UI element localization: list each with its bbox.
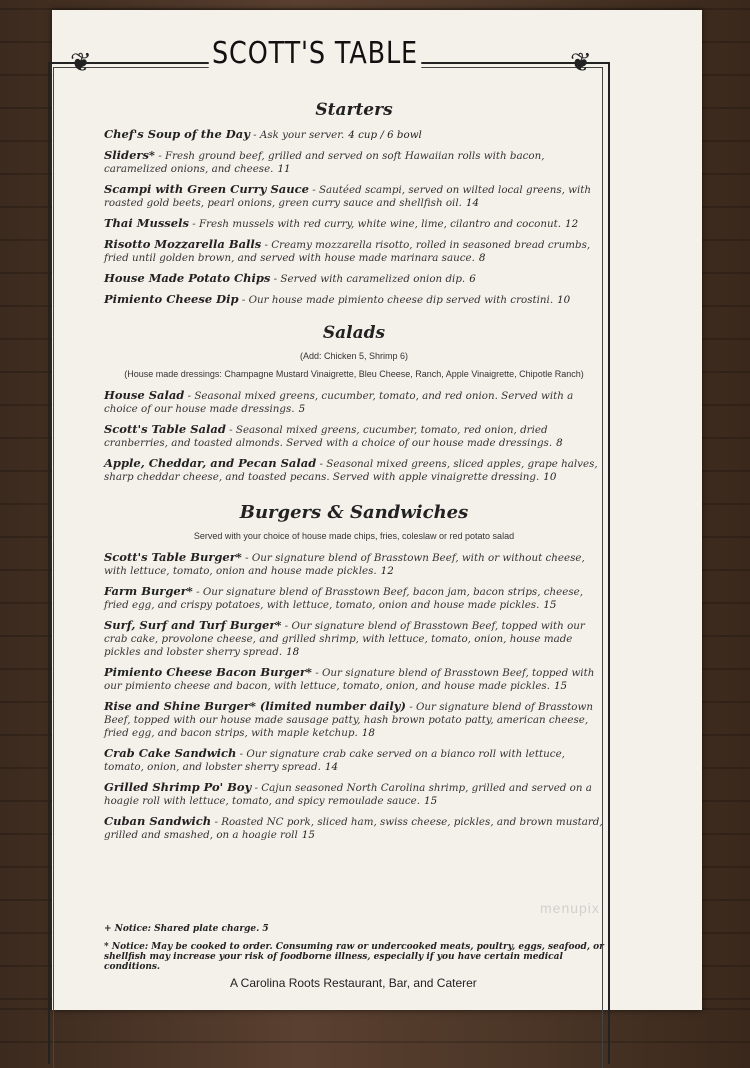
menu-item-description: Our signature crab cake served on a bianco roll with lettuce, tomato, onion, and lobster sherry spread. [104, 748, 565, 773]
menu-item-description: Our signature blend of Brasstown Beef, topped with our house made sausage patty, hash brown potato patty, american cheese, fried egg, and bacon strips, with maple ketchup. [104, 701, 593, 739]
menu-item-name: Crab Cake Sandwich [104, 746, 237, 760]
menu-item-price: 14 [465, 197, 480, 209]
menu-item-price: 8 [556, 437, 563, 449]
menu-item: Scott's Table Burger* - Our signature blend of Brasstown Beef, with or without cheese, with lettuce, tomato, onion and house made pickles. 12 [104, 550, 585, 577]
menu-item: Crab Cake Sandwich - Our signature crab cake served on a bianco roll with lettuce, tomato, onion, and lobster sherry spread. 14 [104, 746, 565, 773]
menu-item: Farm Burger* - Our signature blend of Brasstown Beef, bacon jam, bacon strips, cheese, fried egg, and crispy potatoes, with lettuce, tomato, onion and house made pickles. 15 [104, 584, 583, 611]
footer-notices [104, 922, 604, 974]
watermark: menupix [540, 900, 600, 916]
menu-item-price: 15 [543, 599, 557, 611]
menu-item-price: 5 [298, 403, 306, 415]
menu-item-description: Our signature blend of Brasstown Beef, topped with our crab cake, provolone cheese, and grilled shrimp, with lettuce, tomato, onion, house made pickles and lobster sherry spread. [104, 620, 585, 658]
menu-item: Grilled Shrimp Po' Boy - Cajun seasoned North Carolina shrimp, grilled and served on a hoagie roll with lettuce, tomato, and spicy remoulade sauce. 15 [104, 780, 592, 807]
section-title-burgers: Burgers & Sandwiches [239, 502, 469, 523]
menu-item-price: 15 [553, 680, 568, 692]
menu-item-name: Scott's Table Salad [104, 422, 226, 436]
menu-item: Pimiento Cheese Dip - Our house made pimiento cheese dip served with crostini. 10 [104, 292, 571, 306]
menu-item-description: Ask your server. [259, 129, 345, 141]
menu-item-name: Rise and Shine Burger* (limited number daily) [104, 699, 406, 713]
menu-item-description: Seasonal mixed greens, cucumber, tomato, and red onion. Served with a choice of our house made dressings. [104, 390, 574, 415]
menu-item-name: Sliders* [104, 148, 155, 162]
restaurant-tagline: A Carolina Roots Restaurant, Bar, and Caterer [230, 976, 477, 990]
menu-item-price: 8 [478, 252, 486, 264]
menu-item-description: Sautéed scampi, served on wilted local greens, with roasted gold beets, pearl onions, green curry sauce and shellfish oil. [104, 184, 592, 209]
menu-content [104, 98, 604, 849]
salad-dressings-note: (House made dressings: Champagne Mustard Vinaigrette, Bleu Cheese, Ranch, Apple Vinaigrette, Chipotle Ranch) [124, 369, 584, 379]
notice-raw-food: * Notice: May be cooked to order. Consuming raw or undercooked meats, poultry, eggs, seafood, or shellfish may increase your risk of foodborne illness, especially if you have certain medical conditions. [104, 942, 604, 972]
menu-item-price: 14 [324, 761, 339, 773]
menu-item: Scott's Table Salad - Seasonal mixed greens, cucumber, tomato, red onion, dried cranberries, and toasted almonds. Served with a choice of our house made dressings. 8 [104, 422, 563, 449]
menu-item: Pimiento Cheese Bacon Burger* - Our signature blend of Brasstown Beef, topped with our pimiento cheese and bacon, with lettuce, tomato, onion, and house made pickles. 15 [104, 665, 595, 692]
menu-item-price: 10 [543, 471, 557, 483]
menu-item-price: 18 [361, 727, 375, 739]
menu-item-name: Thai Mussels [104, 216, 189, 230]
menu-item: House Salad - Seasonal mixed greens, cucumber, tomato, and red onion. Served with a choice of our house made dressings. 5 [104, 388, 574, 415]
flourish-right-icon: ❦ [570, 48, 592, 78]
menu-item-price: 15 [424, 795, 438, 807]
burgers-list [104, 551, 604, 842]
menu-item-name: Grilled Shrimp Po' Boy [104, 780, 252, 794]
menu-item-price: 18 [286, 646, 300, 658]
menu-item-name: Pimiento Cheese Dip [104, 292, 239, 306]
menu-item-description: Fresh mussels with red curry, white wine, lime, cilantro and coconut. [198, 218, 562, 230]
menu-item: Chef's Soup of the Day - Ask your server. 4 cup / 6 bowl [104, 127, 422, 141]
menu-item-name: House Salad [104, 388, 185, 402]
menu-item-description: Seasonal mixed greens, cucumber, tomato, red onion, dried cranberries, and toasted almonds. Served with a choice of our house made dressings. [104, 424, 553, 449]
menu-item-name: Cuban Sandwich [104, 814, 212, 828]
menu-item-description: Fresh ground beef, grilled and served on soft Hawaiian rolls with bacon, caramelized onions, and cheese. [104, 150, 545, 175]
menu-item-price: 12 [380, 565, 394, 577]
menu-item: Cuban Sandwich - Roasted NC pork, sliced ham, swiss cheese, pickles, and brown mustard, grilled and smashed, on a hoagie roll 15 [104, 814, 603, 841]
section-title-salads: Salads [322, 323, 386, 343]
burgers-side-note: Served with your choice of house made chips, fries, coleslaw or red potato salad [193, 531, 515, 541]
menu-item-price: 4 cup / 6 bowl [348, 129, 422, 141]
menu-item: Risotto Mozzarella Balls - Creamy mozzarella risotto, rolled in seasoned bread crumbs, fried until golden brown, and served with house made marinara sauce. 8 [104, 237, 591, 264]
starters-list [104, 128, 604, 307]
menu-item-description: Our signature blend of Brasstown Beef, bacon jam, bacon strips, cheese, fried egg, and crispy potatoes, with lettuce, tomato, onion and house made pickles. [104, 586, 583, 611]
menu-item-name: Apple, Cheddar, and Pecan Salad [104, 456, 317, 470]
menu-item-name: Chef's Soup of the Day [104, 127, 250, 141]
salads-list [104, 389, 604, 484]
menu-item-name: Pimiento Cheese Bacon Burger* [104, 665, 312, 679]
menu-item-name: House Made Potato Chips [104, 271, 271, 285]
menu-item: Surf, Surf and Turf Burger* - Our signature blend of Brasstown Beef, topped with our crab cake, provolone cheese, and grilled shrimp, with lettuce, tomato, onion, house made pickles and lobster sherry spread. 18 [104, 618, 585, 658]
menu-item-price: 11 [277, 163, 291, 175]
menu-item-description: Our signature blend of Brasstown Beef, with or without cheese, with lettuce, tomato, onion and house made pickles. [104, 552, 585, 577]
menu-item-description: Roasted NC pork, sliced ham, swiss cheese, pickles, and brown mustard, grilled and smashed, on a hoagie roll [104, 816, 603, 841]
menu-item: Scampi with Green Curry Sauce - Sautéed scampi, served on wilted local greens, with roasted gold beets, pearl onions, green curry sauce and shellfish oil. 14 [104, 182, 592, 209]
section-title-starters: Starters [315, 100, 393, 120]
notice-shared-plate: + Notice: Shared plate charge. 5 [104, 924, 269, 934]
menu-item-description: Our house made pimiento cheese dip served with crostini. [248, 294, 554, 306]
menu-item-name: Scampi with Green Curry Sauce [104, 182, 309, 196]
menu-item-name: Farm Burger* [104, 584, 193, 598]
menu-item: Rise and Shine Burger* (limited number daily) - Our signature blend of Brasstown Beef, topped with our house made sausage patty, hash brown potato patty, american cheese, fried egg, and bacon strips, with maple ketchup. 18 [104, 699, 593, 739]
menu-item: Thai Mussels - Fresh mussels with red curry, white wine, lime, cilantro and coconut. 12 [104, 216, 579, 230]
menu-item-price: 10 [557, 294, 571, 306]
menu-item-description: Seasonal mixed greens, sliced apples, grape halves, sharp cheddar cheese, and toasted pecans. Served with apple vinaigrette dressing. [104, 458, 598, 483]
menu-item-description: Our signature blend of Brasstown Beef, topped with our pimiento cheese and bacon, with lettuce, tomato, onion, and house made pickles. [104, 667, 595, 692]
menu-item-name: Scott's Table Burger* [104, 550, 242, 564]
menu-item-price: 6 [469, 273, 476, 285]
menu-item-description: Served with caramelized onion dip. [280, 273, 466, 285]
menu-item-name: Risotto Mozzarella Balls [104, 237, 262, 251]
menu-item-description: Creamy mozzarella risotto, rolled in seasoned bread crumbs, fried until golden brown, and served with house made marinara sauce. [104, 239, 591, 264]
menu-item-name: Surf, Surf and Turf Burger* [104, 618, 282, 632]
menu-item: Sliders* - Fresh ground beef, grilled and served on soft Hawaiian rolls with bacon, caramelized onions, and cheese. 11 [104, 148, 545, 175]
salad-add-note: (Add: Chicken 5, Shrimp 6) [299, 351, 409, 361]
menu-item: Apple, Cheddar, and Pecan Salad - Seasonal mixed greens, sliced apples, grape halves, sharp cheddar cheese, and toasted pecans. Served with apple vinaigrette dressing. 10 [104, 456, 598, 483]
menu-item-price: 15 [301, 829, 315, 841]
menu-item-description: Cajun seasoned North Carolina shrimp, grilled and served on a hoagie roll with lettuce, tomato, and spicy remoulade sauce. [104, 782, 592, 807]
restaurant-title: SCOTT'S TABLE [209, 36, 422, 76]
menu-item-price: 12 [565, 218, 579, 230]
flourish-left-icon: ❦ [70, 48, 92, 78]
menu-item: House Made Potato Chips - Served with caramelized onion dip. 6 [104, 271, 476, 285]
